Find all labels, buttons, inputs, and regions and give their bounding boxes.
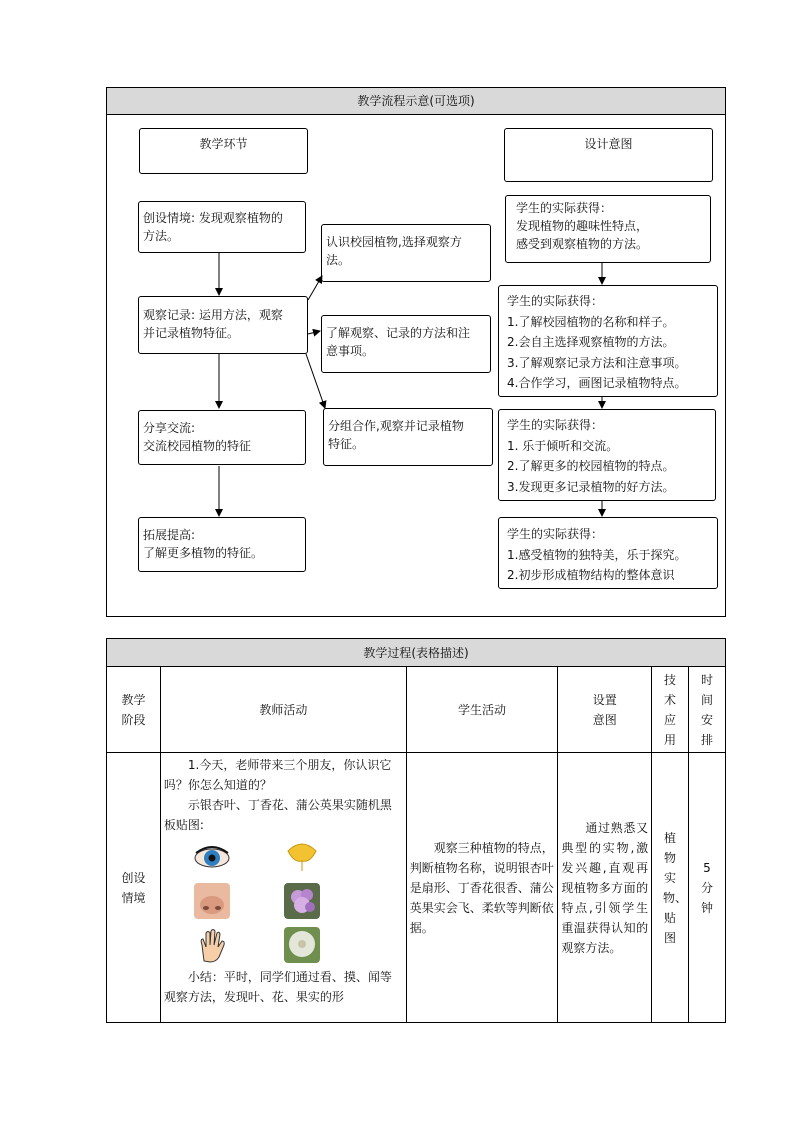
step-1-line-1: 创设情境: 发现观察植物的 [143, 211, 283, 225]
header-teacher: 教师活动 [160, 667, 406, 753]
col-left-label: 教学环节 [199, 137, 248, 151]
header-time: 时间安排 [689, 667, 726, 753]
intent-3-line-1: 学生的实际获得： [507, 418, 604, 432]
intent-4-line-1: 学生的实际获得： [507, 527, 604, 541]
col-right-label: 设计意图 [584, 137, 633, 151]
cell-tech: 植物实物、贴图 [652, 753, 689, 1023]
teacher-p3: 小结：平时，同学们通过看、摸、闻等观察方法，发现叶、花、果实的形 [163, 970, 392, 1004]
step-2-line-1: 观察记录: 运用方法，观察 [143, 308, 283, 322]
step-3-line-1: 分享交流: [143, 421, 196, 435]
intent-2-line-1: 学生的实际获得： [507, 294, 604, 308]
cell-stage: 创设情境 [107, 753, 161, 1023]
intent-3-line-4: 3.发现更多记录植物的好方法。 [507, 479, 675, 494]
intent-2-line-2: 1.了解校园植物的名称和样子。 [507, 314, 675, 329]
intent-2-line-3: 2.会自主选择观察植物的方法。 [507, 335, 675, 349]
cell-intent [558, 753, 652, 1023]
eye-icon [194, 839, 230, 875]
step-3-line-2: 交流校园植物的特征 [143, 439, 252, 453]
step-2-line-2: 并记录植物特征。 [143, 326, 240, 340]
table-header-row [107, 667, 726, 753]
header-intent: 设置意图 [558, 667, 652, 753]
intent-3-line-2: 1. 乐于倾听和交流。 [507, 438, 619, 453]
arrow-step2-sub3 [306, 354, 325, 408]
nose-icon [194, 883, 230, 919]
teacher-p2: 示银杏叶、丁香花、蒲公英果实随机黑板贴图: [163, 798, 392, 832]
intent-1-line-2: 发现植物的趣味性特点， [516, 219, 649, 233]
intent-2-line-5: 4.合作学习，画图记录植物特点。 [507, 376, 687, 390]
step-4-line-1: 拓展提高: [143, 528, 196, 542]
cell-time: 5分钟 [689, 753, 726, 1023]
intent-text: 通过熟悉又典型的实物,激发兴趣,直观再现植物多方面的特点,引领学生重温获得认知的观察方法。 [561, 820, 649, 955]
sub-3-line-2: 特征。 [328, 437, 365, 451]
sub-3-line-1: 分组合作,观察并记录植物 [328, 419, 464, 433]
arrow-step2-sub1 [308, 276, 322, 300]
arrow-step2-sub2 [308, 331, 320, 334]
table-row [107, 753, 726, 1023]
lilac-flower-icon [284, 883, 320, 919]
cell-teacher [160, 753, 406, 1023]
teacher-p1: 1.今天，老师带来三个朋友，你认识它吗？你怎么知道的？ [163, 758, 392, 792]
step-4-line-2: 了解更多植物的特征。 [143, 546, 264, 560]
process-table [106, 666, 726, 1023]
sub-2-line-2: 意事项。 [326, 344, 375, 358]
step-1-line-2: 方法。 [143, 229, 180, 243]
sub-1-line-1: 认识校园植物,选择观察方 [326, 235, 462, 249]
intent-3-line-3: 2.了解更多的校园植物的特点。 [507, 459, 675, 473]
header-student: 学生活动 [406, 667, 558, 753]
student-text: 观察三种植物的特点，判断植物名称，说明银杏叶是扇形、丁香花很香、蒲公英果实会飞、柔软等判断依据。 [409, 840, 554, 935]
header-stage: 教学阶段 [107, 667, 161, 753]
cell-student [406, 753, 558, 1023]
intent-4-line-3: 2.初步形成植物结构的整体意识 [507, 568, 675, 582]
sub-2-line-1: 了解观察、记录的方法和注 [326, 326, 471, 340]
flow-title: 教学流程示意(可选项) [107, 88, 725, 115]
intent-1-line-3: 感受到观察植物的方法。 [516, 237, 649, 251]
icon-grid [164, 835, 403, 967]
intent-4-line-2: 1.感受植物的独特美，乐于探究。 [507, 547, 687, 562]
intent-2-line-4: 3.了解观察记录方法和注意事项。 [507, 355, 687, 370]
process-title: 教学过程(表格描述) [106, 638, 726, 667]
header-tech: 技术应用 [652, 667, 689, 753]
dandelion-icon [284, 927, 320, 963]
hand-icon [194, 927, 230, 963]
intent-1-line-1: 学生的实际获得： [516, 201, 613, 215]
sub-1-line-2: 法。 [326, 253, 351, 267]
ginkgo-leaf-icon [284, 839, 320, 875]
